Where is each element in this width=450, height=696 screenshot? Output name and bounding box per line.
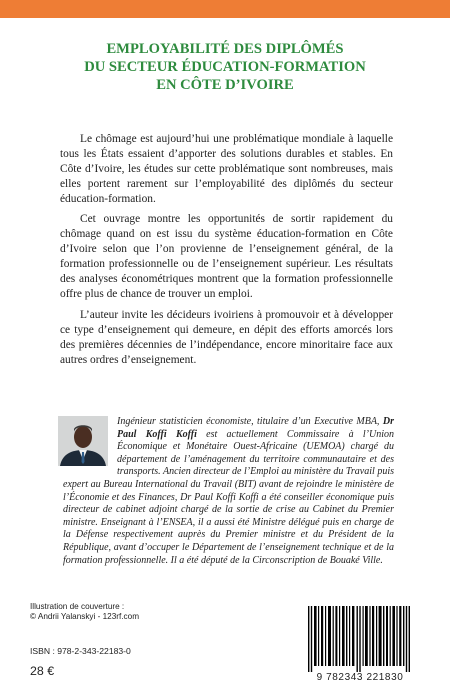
author-bio-intro: Ingénieur statisticien économiste, titulaire d’un Executive MBA, [117,416,383,427]
title-line-1: EMPLOYABILITÉ DES DIPLÔMÉS [106,41,344,57]
price-text: 28 € [30,664,55,678]
illustration-source: © Andrii Yalanskyi - 123rf.com [30,612,140,621]
author-bio-rest: est actuellement Commissaire à l’Union Économique et Monétaire Ouest-Africaine (UEMOA) chargé du département de l’aménagement du territoire communautaire et des transports. Ancien directeur de l’Emploi au ministère du Travail puis expert au Bureau International du Travail (BIT) avant de rejoindre le ministère de l’Économie et des Finances, Dr Paul Koffi Koffi a été conseiller économique puis directeur de cabinet adjoint chargé de la sortie de crise au Cabinet du Premier ministre. Enseignant à l’ENSEA, il a aussi été Ministre délégué puis en charge de la Défense respectivement auprès du Premier ministre et du Président de la République, avant d’occuper le Département de l’enseignement technique et de la formation professionnelle. Il a été député de la Circonscription de Bouaké Ville. [63,428,394,566]
barcode-bars [300,604,420,672]
title-line-2: DU SECTEUR ÉDUCATION-FORMATION [84,59,366,75]
title-line-3: EN CÔTE D’IVOIRE [156,77,294,93]
summary-paragraph-1: Le chômage est aujourd’hui une problématique mondiale à laquelle tous les États essaient d’apporter des solutions durables et stables. En Côte d’Ivoire, les études sur cette problématique sont nombreuses, mais elles portent rarement sur l’employabilité des diplômés du secteur éducation-formation. [60,133,393,205]
author-name: Dr Paul Koffi Koffi [117,416,394,440]
barcode-digits: 9 782343 221830 [316,672,404,683]
illustration-credit [30,602,230,622]
summary-paragraph-2: Cet ouvrage montre les opportunités de sortir rapidement du chômage quand on est issu du système éducation-formation en Côte d’Ivoire selon que l’on provienne de l’enseignement général, de la formation professionnelle ou de l’enseignement supérieur. Les résultats des analyses économétriques montrent que la formation professionnelle offre plus de chance de trouver un emploi. [60,213,393,300]
barcode [300,604,420,686]
isbn-text: ISBN : 978-2-343-22183-0 [30,646,131,656]
book-title [40,40,410,94]
summary-paragraph-3: L’auteur invite les décideurs ivoiriens à promouvoir et à développer ce type d’enseignement qui demeure, en dépit des efforts amorcés lors des premières décennies de l’indépendance, encore minoritaire face aux autres ordres d’enseignement. [60,309,393,366]
author-bio [63,416,394,567]
illustration-label: Illustration de couverture : [30,602,125,611]
top-color-band [0,0,450,18]
